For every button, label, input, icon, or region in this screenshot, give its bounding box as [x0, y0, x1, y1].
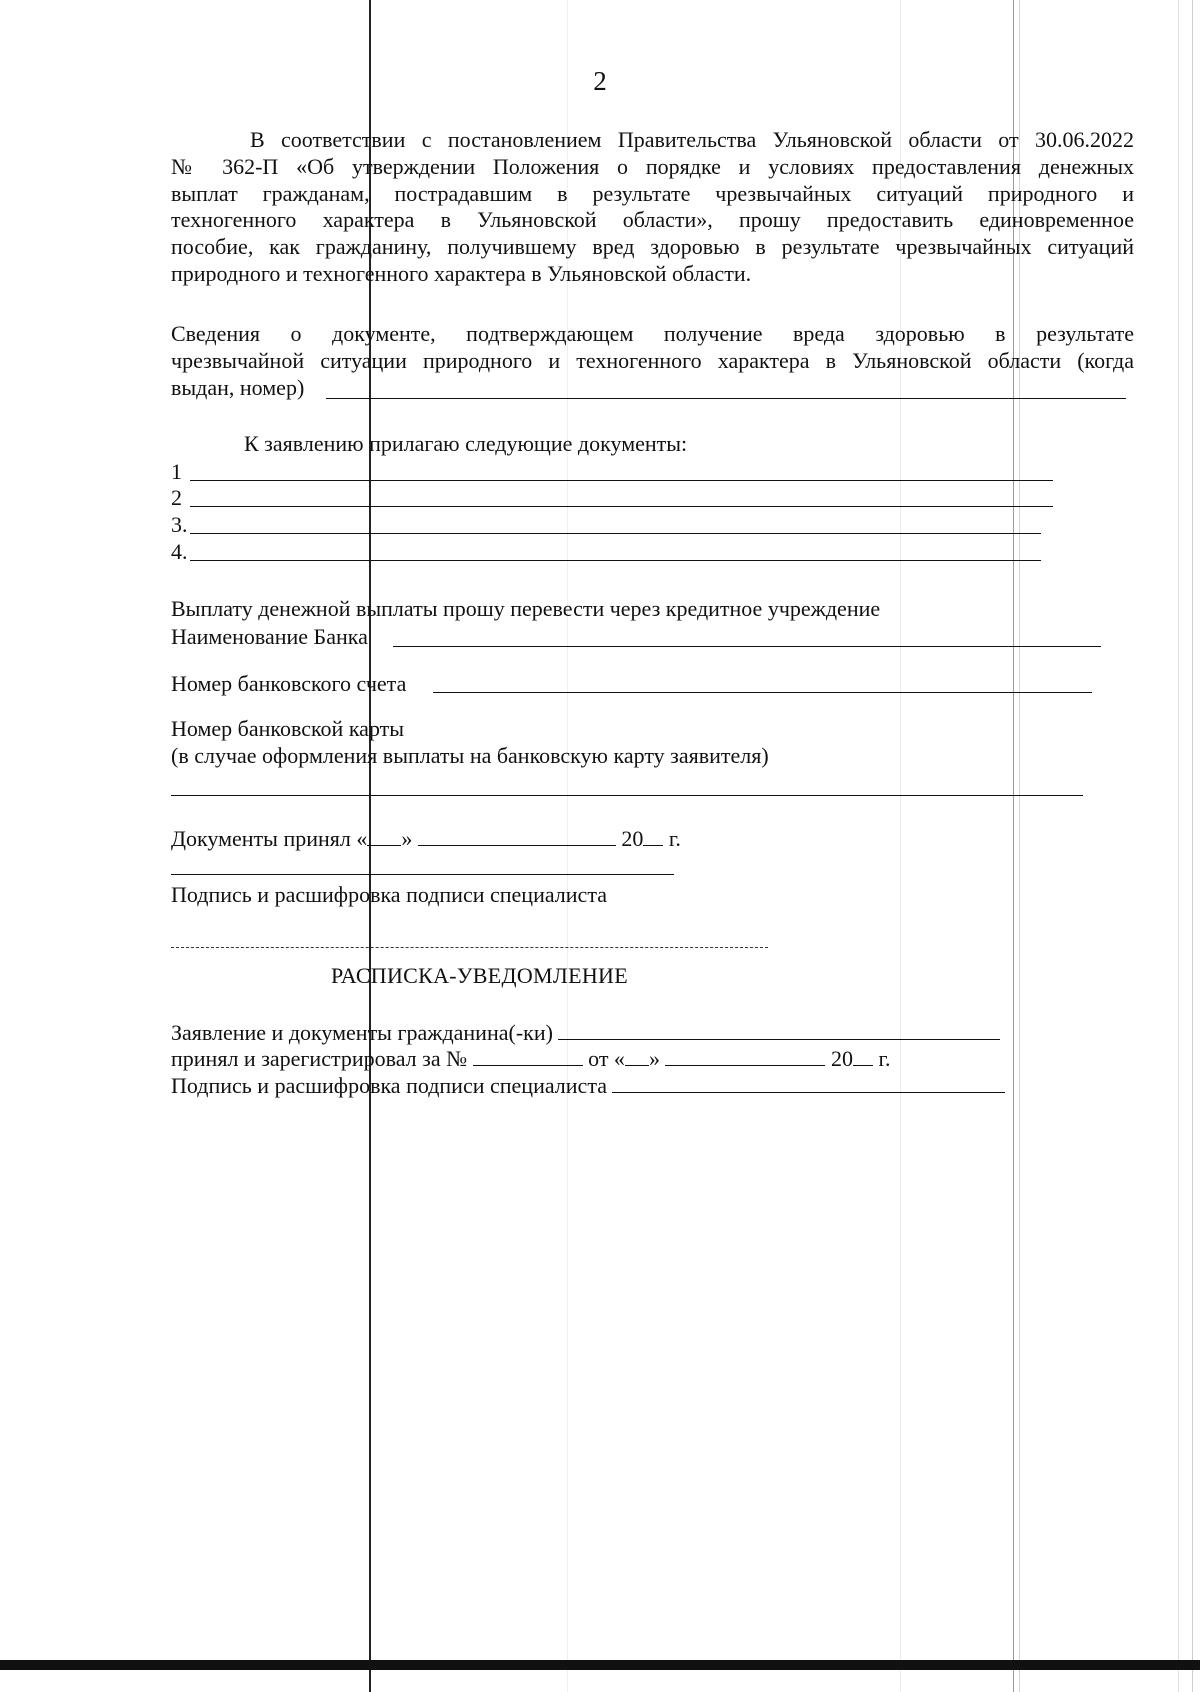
receipt-year-suffix: г.: [878, 1046, 891, 1071]
card-field[interactable]: [171, 795, 1083, 796]
year-suffix: г.: [668, 826, 681, 851]
quote-open: «: [356, 826, 368, 851]
year-prefix: 20: [621, 826, 644, 851]
document-info-line: Сведения о документе, подтверждающем получение вреда здоровью в результате: [171, 321, 1134, 346]
receipt-month-field[interactable]: [665, 1047, 825, 1066]
card-note: (в случае оформления выплаты на банковскую карту заявителя): [171, 743, 769, 768]
attachment-number: 2: [171, 485, 182, 510]
page-number: 2: [593, 66, 607, 96]
acceptance-year-field[interactable]: [643, 827, 663, 846]
receipt-day-field[interactable]: [625, 1047, 649, 1066]
acceptance-month-field[interactable]: [418, 827, 616, 846]
receipt-line-1: [171, 1020, 1000, 1047]
receipt-applicant-field[interactable]: [558, 1021, 1000, 1040]
attachment-field-1[interactable]: [190, 480, 1053, 481]
receipt-quote-close: »: [648, 1046, 660, 1071]
scan-faint-line: [1178, 0, 1179, 1692]
attachment-number: 3.: [171, 512, 188, 537]
attachment-field-3[interactable]: [190, 533, 1041, 534]
attachment-field-2[interactable]: [190, 506, 1053, 507]
receipt-line-2: [171, 1046, 890, 1073]
acceptance-label: Документы принял: [171, 826, 351, 851]
attachments-heading: К заявлению прилагаю следующие документы:: [244, 431, 688, 456]
attachment-number: 1: [171, 459, 182, 484]
receipt-from-label: от «: [588, 1046, 625, 1071]
quote-close: »: [401, 826, 413, 851]
card-label: Номер банковской карты: [171, 716, 405, 741]
document-info-line: чрезвычайной ситуации природного и техногенного характера в Ульяновской области (когда: [171, 347, 1134, 373]
intro-line: В соответствии с постановлением Правительства Ульяновской области от 30.06.2022: [250, 127, 1134, 152]
receipt-number-field[interactable]: [473, 1047, 583, 1066]
intro-line: техногенного характера в Ульяновской области», прошу предоставить единовременное: [171, 207, 1134, 233]
receipt-registered-label: принял и зарегистрировал за №: [171, 1046, 468, 1071]
document-info-field[interactable]: [326, 398, 1126, 399]
receipt-line-3: [171, 1073, 1005, 1100]
acceptance-day-field[interactable]: [367, 827, 401, 846]
intro-paragraph: [171, 127, 1134, 288]
intro-line: природного и техногенного характера в Ульяновской области.: [171, 260, 752, 286]
receipt-year-field[interactable]: [853, 1047, 873, 1066]
intro-line: пособие, как гражданину, получившему вред здоровью в результате чрезвычайных ситуаций: [171, 234, 1134, 260]
document-info-last-label: выдан, номер): [171, 375, 305, 400]
receipt-applicant-label: Заявление и документы гражданина(-ки): [171, 1020, 553, 1045]
acceptance-line: [171, 826, 681, 853]
account-label: Номер банковского счета: [171, 671, 407, 696]
document-info-paragraph: [171, 321, 1134, 375]
specialist-signature-field[interactable]: [171, 874, 674, 875]
cut-line: [171, 947, 768, 948]
attachment-field-4[interactable]: [190, 560, 1041, 561]
receipt-signature-label: Подпись и расшифровка подписи специалиста: [171, 1073, 607, 1098]
payment-heading: Выплату денежной выплаты прошу перевести через кредитное учреждение: [171, 596, 881, 621]
scan-faint-line: [1192, 0, 1193, 1692]
bank-name-label: Наименование Банка: [171, 624, 368, 649]
specialist-signature-label: Подпись и расшифровка подписи специалиста: [171, 882, 607, 907]
intro-line: № 362-П «Об утверждении Положения о порядке и условиях предоставления денежных: [171, 153, 1134, 179]
bank-name-field[interactable]: [393, 646, 1101, 647]
intro-line: выплат гражданам, пострадавшим в результате чрезвычайных ситуаций природного и: [171, 180, 1134, 206]
account-field[interactable]: [433, 692, 1092, 693]
receipt-title: РАСПИСКА-УВЕДОМЛЕНИЕ: [331, 963, 628, 988]
receipt-year-prefix: 20: [830, 1046, 853, 1071]
scan-bottom-edge: [0, 1660, 1200, 1670]
attachment-number: 4.: [171, 539, 188, 564]
receipt-signature-field[interactable]: [612, 1074, 1005, 1093]
